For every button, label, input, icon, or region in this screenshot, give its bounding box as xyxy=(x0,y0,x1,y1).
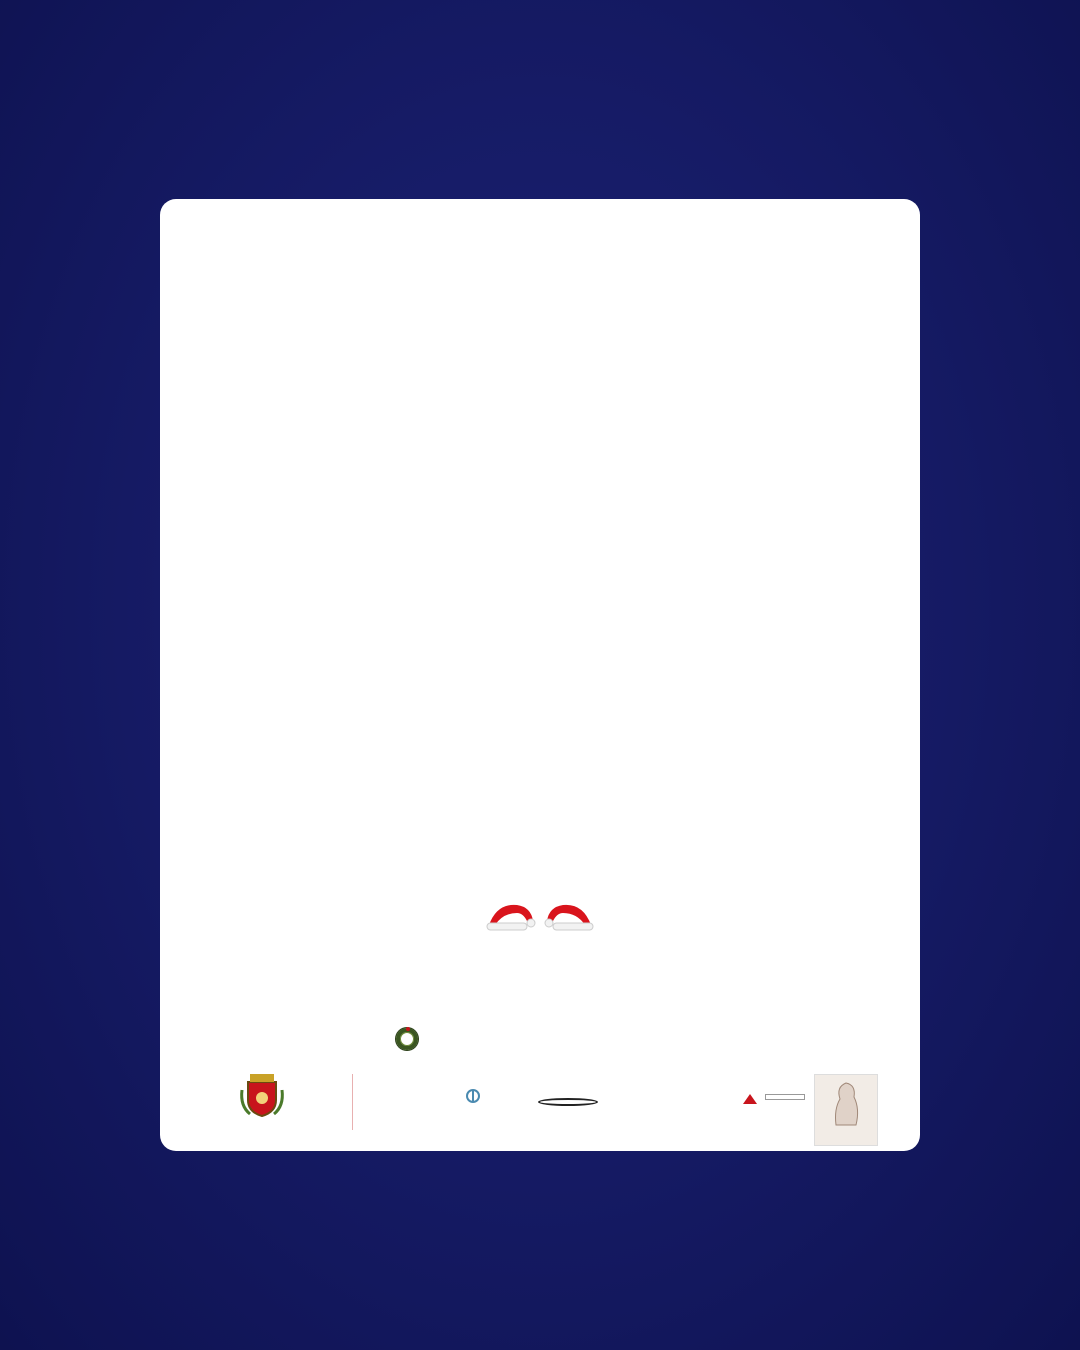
santa-hat-icon xyxy=(483,899,537,933)
talamia-symbol-icon xyxy=(465,1088,481,1104)
program-card xyxy=(160,199,920,1151)
top-light-decorations xyxy=(0,0,1080,190)
logo-talamia xyxy=(428,1088,518,1108)
sponsor-logos xyxy=(160,1072,920,1147)
logo-progetto-donna xyxy=(814,1074,878,1146)
casa-babbo-natale xyxy=(160,899,920,927)
bottom-light-decorations xyxy=(0,1190,1080,1350)
santa-hat-icon xyxy=(543,899,597,933)
wreath-icon xyxy=(396,1028,418,1050)
monopoli-coat-of-arms-icon xyxy=(238,1072,286,1118)
woman-figure-icon xyxy=(826,1079,866,1127)
logo-imago xyxy=(352,1074,402,1130)
logo-donne-citta xyxy=(734,1094,814,1113)
logo-ellisse xyxy=(538,1098,598,1106)
logo-citta-di-monopoli xyxy=(210,1072,320,1124)
red-triangle-icon xyxy=(743,1094,757,1104)
